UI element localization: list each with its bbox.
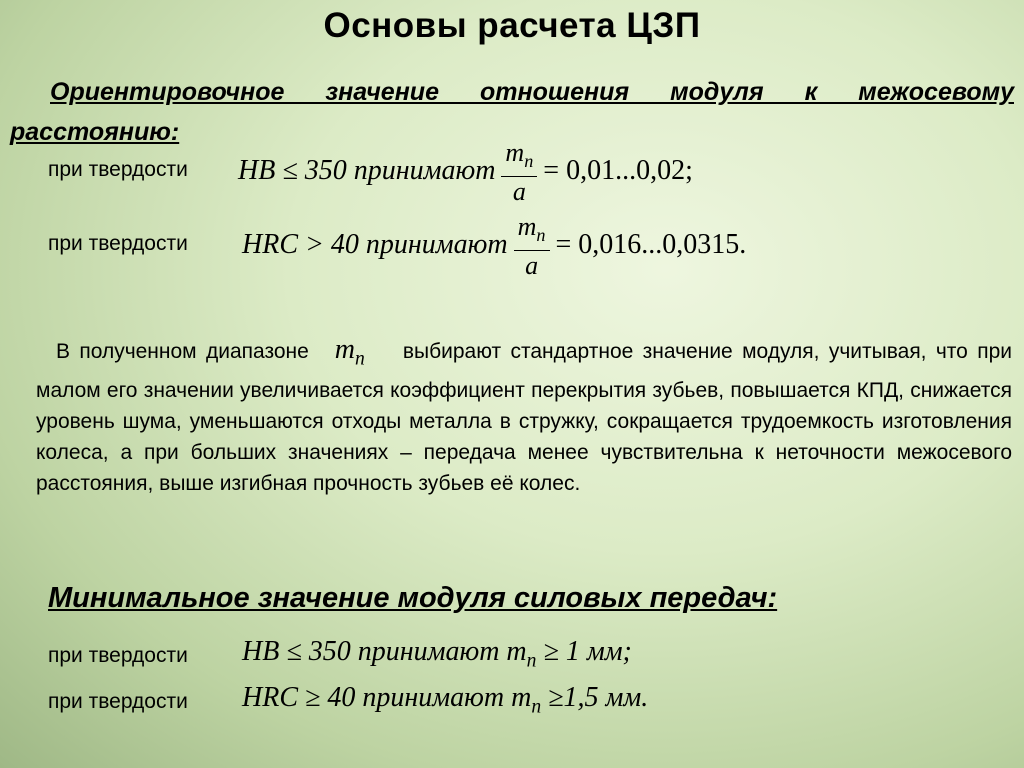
ratio-formula-2 — [242, 212, 746, 281]
module-selection-paragraph: В полученном диапазоне $m_n$ выбирают стандартное значение модуля, учитывая, что при малом его значении увеличивается коэффициент перекрытия зубьев, повышается КПД, снижается уровень шума, уменьшаются отходы металла в стружку, сокращается трудоемкость изготовления колеса, а при больших значениях – передача менее чувствительна к неточности межосевого расстояния, выше изгибная прочность зубьев её колес. — [36, 334, 1012, 495]
hardness-label-1: при твердости — [48, 158, 188, 181]
formula-lhs: HRC ≥ 40 принимают — [242, 682, 505, 713]
formula-rhs: = 0,01...0,02; — [543, 155, 693, 187]
formula-rhs: ≥ 1 мм; — [543, 636, 632, 667]
hardness-label-2: при твердости — [48, 232, 188, 255]
section2-heading: Минимальное значение модуля силовых передач: — [48, 582, 778, 614]
hardness-label-3: при твердости — [48, 644, 188, 667]
fraction-denominator: a — [525, 251, 539, 281]
formula-rhs: ≥1,5 мм. — [548, 682, 649, 713]
fraction-numerator: $m_n$ — [514, 212, 550, 251]
module-variable: $m_n$ — [506, 636, 537, 672]
min-module-formula-2 — [242, 682, 648, 719]
formula-lhs: HRC > 40 принимают — [242, 229, 508, 261]
slide-title: Основы расчета ЦЗП — [323, 6, 701, 45]
fraction — [501, 138, 537, 207]
module-variable: $m_n$ — [511, 682, 542, 718]
fraction — [514, 212, 550, 281]
mn-symbol: $m_n$ — [334, 334, 365, 370]
formula-rhs: = 0,016...0,0315. — [555, 229, 747, 261]
fraction-numerator: $m_n$ — [501, 138, 537, 177]
fraction-denominator: a — [512, 177, 526, 207]
ratio-formula-1 — [238, 138, 693, 207]
formula-lhs: HB ≤ 350 принимают — [242, 636, 500, 667]
hardness-label-4: при твердости — [48, 690, 188, 713]
section1-heading: Ориентировочное значение отношения модуля к межосевому расстоянию: — [10, 78, 1014, 146]
formula-lhs: HB ≤ 350 принимают — [238, 155, 496, 187]
min-module-formula-1 — [242, 636, 632, 673]
